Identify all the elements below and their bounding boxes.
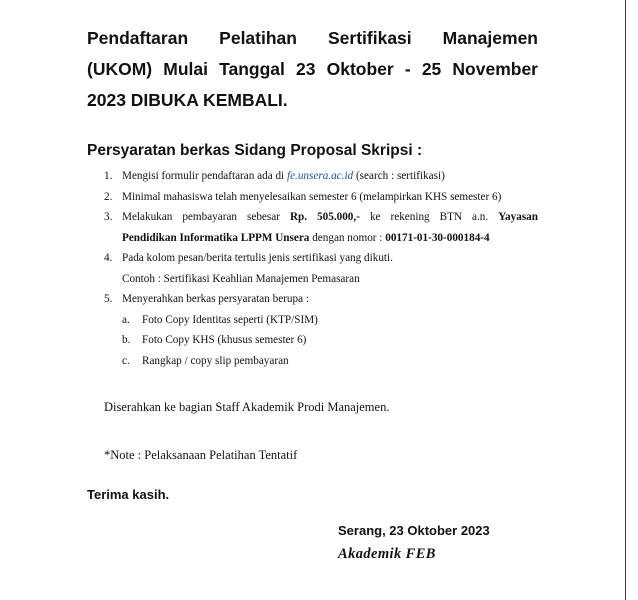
list-item-2 (104, 187, 538, 208)
sub-text: Rangkap / copy slip pembayaran (142, 354, 289, 367)
sub-number: a. (122, 313, 130, 326)
sub-text: Foto Copy KHS (khusus semester 6) (142, 334, 307, 346)
requirements-list (104, 166, 538, 371)
sub-item-a (104, 310, 538, 331)
sub-number: b. (122, 334, 131, 346)
list-item-3 (104, 207, 538, 228)
list-item-1 (104, 166, 538, 187)
item-text: Menyerahkan berkas persyaratan berupa : (122, 293, 309, 305)
item-text: ke rekening BTN a.n. (359, 211, 499, 223)
payment-amount: Rp. 505.000,- (289, 211, 360, 223)
title-line-3: 2023 DIBUKA KEMBALI. (87, 90, 288, 110)
list-item-3-continued (104, 228, 538, 249)
item-text: Pada kolom pesan/berita tertulis jenis sertifikasi yang dikuti. (122, 252, 393, 264)
sub-number: c. (122, 354, 130, 367)
requirements-heading: Persyaratan berkas Sidang Proposal Skripsi : (87, 142, 423, 159)
registration-link[interactable]: fe.unsera.ac.id (286, 170, 354, 182)
title-line-2: (UKOM) Mulai Tanggal 23 Oktober - 25 November (87, 59, 538, 79)
list-number: 3. (104, 211, 113, 223)
item-text: dengan nomor : (309, 231, 386, 244)
list-number: 2. (104, 190, 113, 203)
bank-account-holder: Yayasan (498, 211, 538, 223)
list-number: 5. (104, 293, 113, 305)
place-date: Serang, 23 Oktober 2023 (338, 523, 490, 538)
bank-account-holder-cont: Pendidikan Informatika LPPM Unsera (122, 231, 310, 244)
closing-text: Terima kasih. (87, 487, 170, 502)
sub-item-c (104, 351, 538, 372)
sub-item-b (104, 330, 538, 351)
sub-text: Foto Copy Identitas seperti (KTP/SIM) (142, 313, 318, 326)
list-item-5 (104, 289, 538, 310)
title-line-1: Pendaftaran Pelatihan Sertifikasi Manajemen (87, 28, 538, 48)
item-text: Melakukan pembayaran sebesar (122, 211, 290, 223)
bank-account-number: 00171-01-30-000184-4 (385, 231, 490, 244)
announcement-title (87, 23, 538, 116)
item-text: (search : sertifikasi) (353, 170, 445, 182)
example-text: Contoh : Sertifikasi Keahlian Manajemen Pemasaran (122, 272, 360, 285)
item-text: Minimal mahasiswa telah menyelesaikan semester 6 (melampirkan KHS semester 6) (122, 190, 502, 203)
item-text: Mengisi formulir pendaftaran ada di (122, 170, 287, 182)
list-number: 1. (104, 170, 113, 182)
signature: Akademik FEB (338, 546, 436, 562)
note-text: *Note : Pelaksanaan Pelatihan Tentatif (104, 448, 298, 462)
list-item-4 (104, 248, 538, 269)
list-number: 4. (104, 252, 113, 264)
handover-text: Diserahkan ke bagian Staff Akademik Prodi Manajemen. (104, 400, 390, 414)
page-right-border (625, 0, 626, 600)
